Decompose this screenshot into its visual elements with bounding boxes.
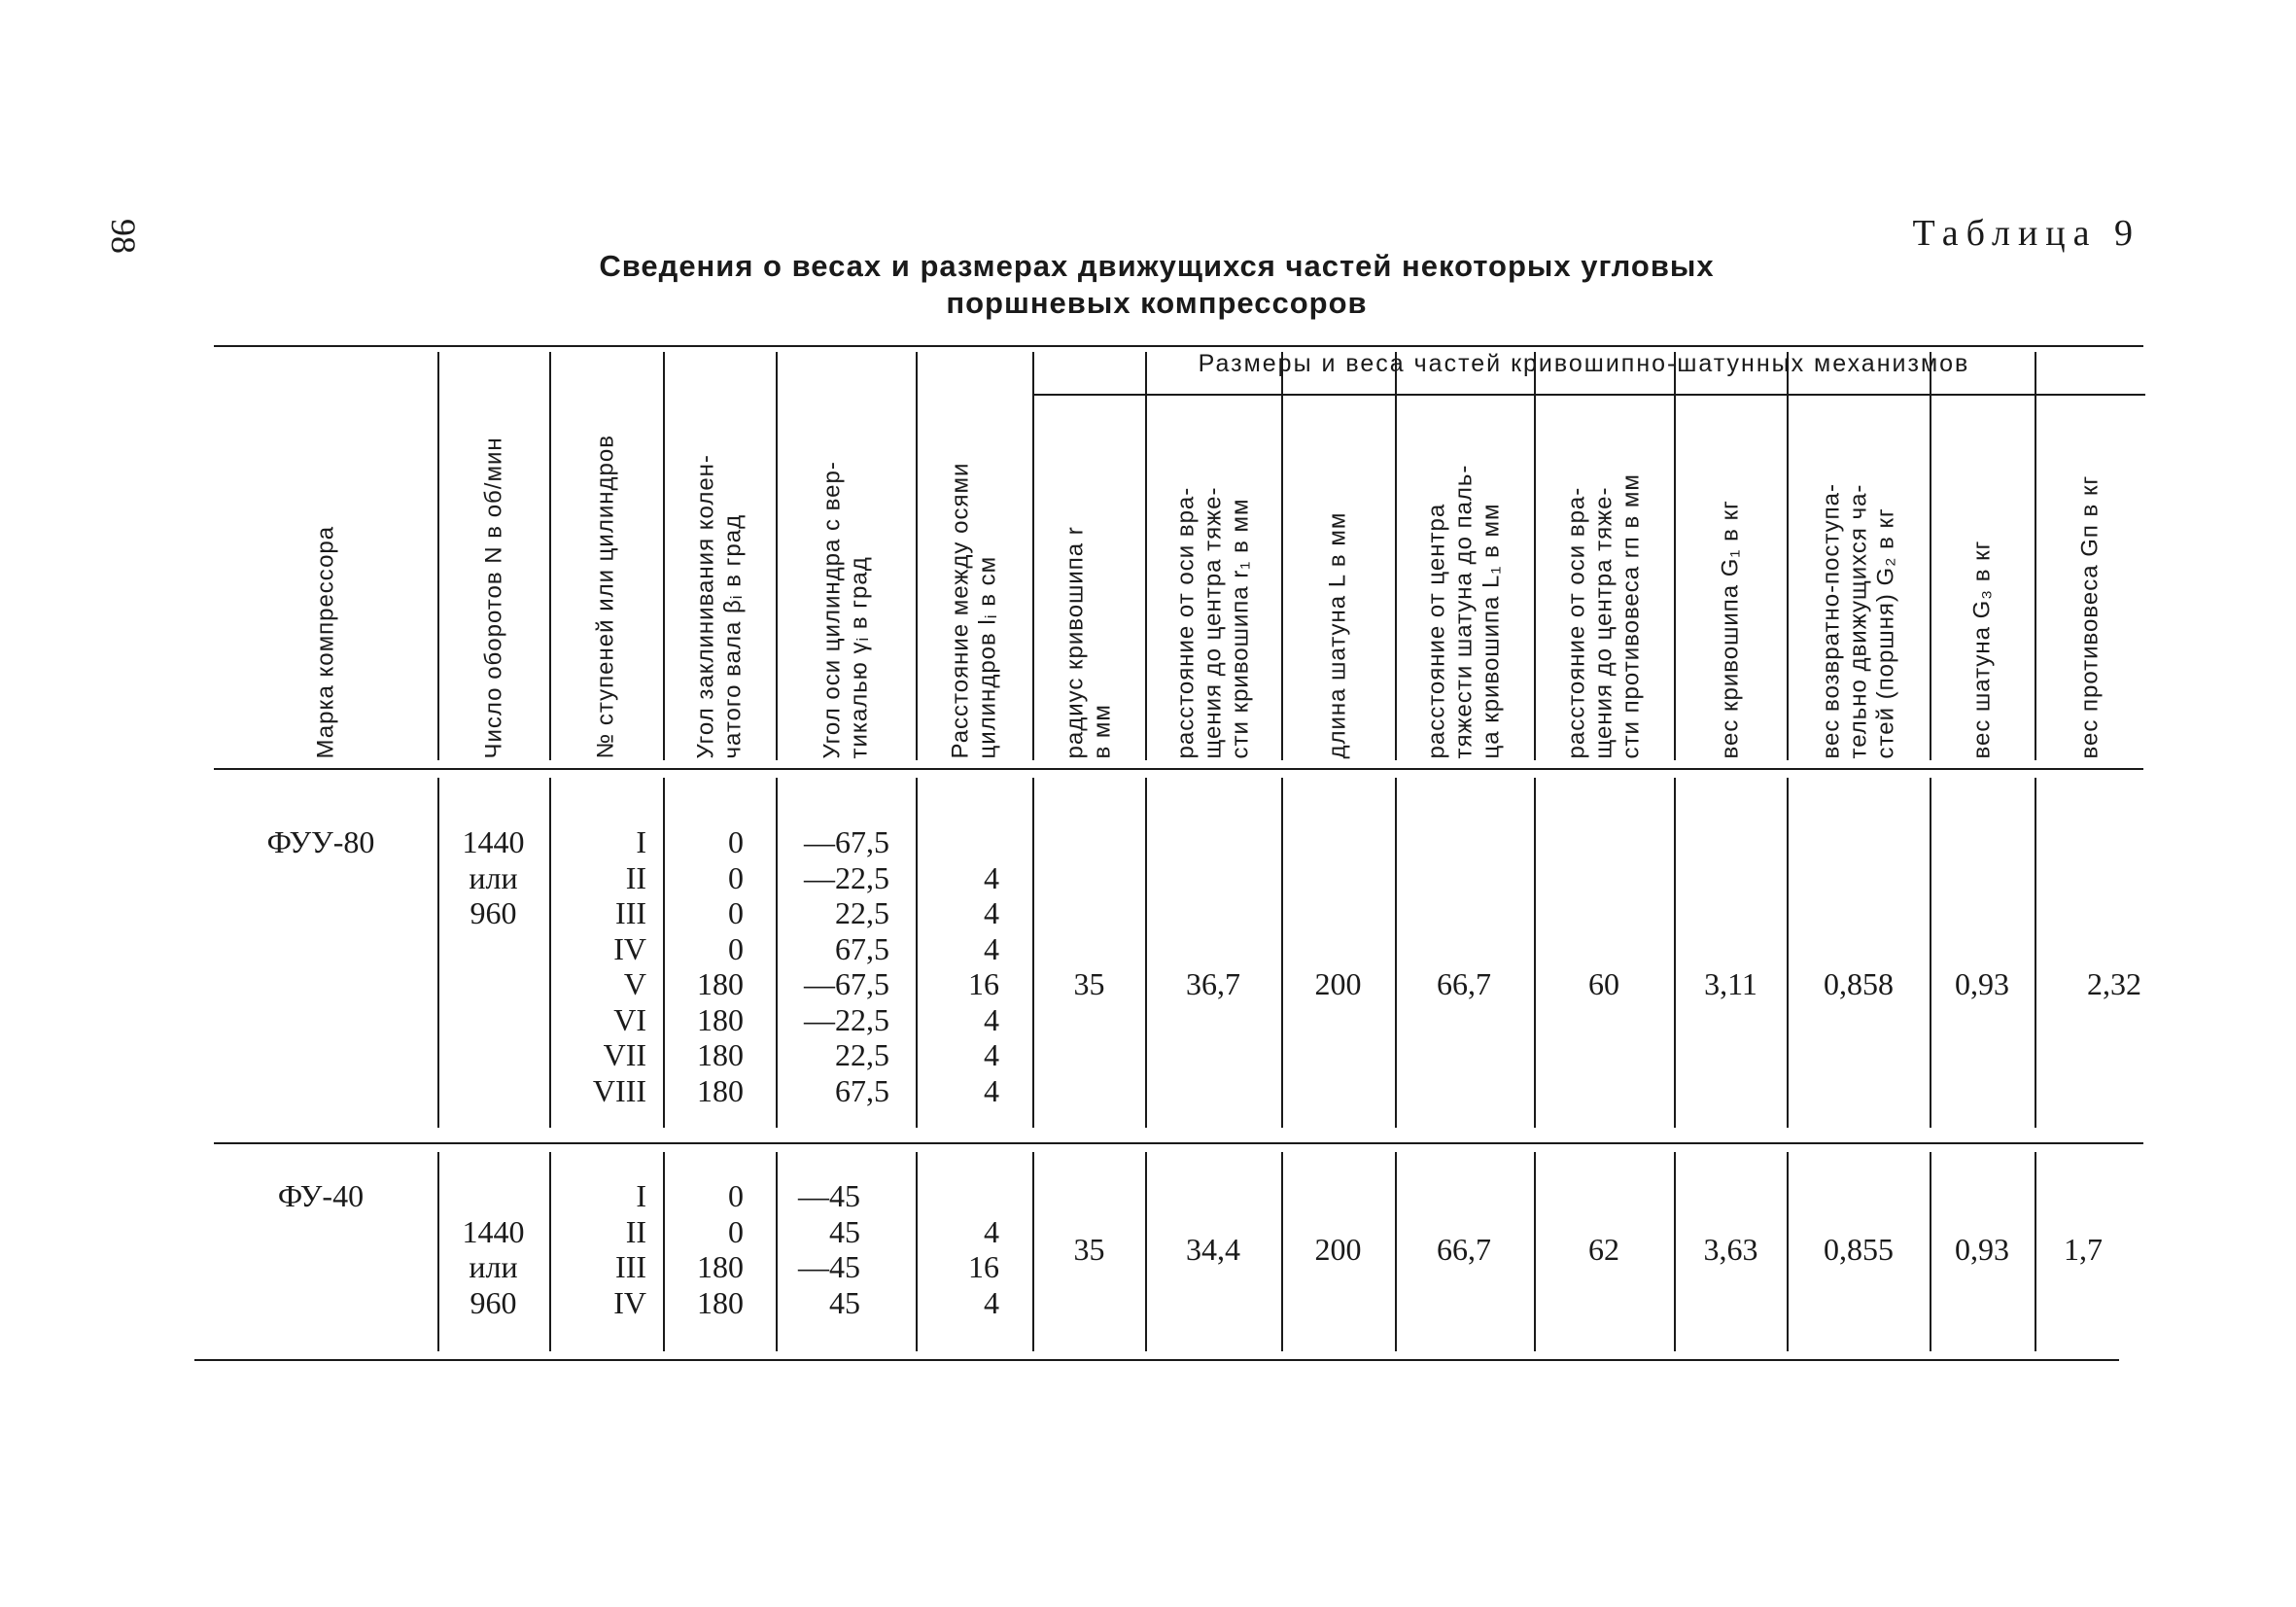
header-cw-cg [1560, 403, 1648, 758]
rod-length-value: 200 [1314, 966, 1362, 1001]
stage-value: III [615, 895, 646, 930]
column-divider [2035, 1152, 2036, 1351]
header-rod-length [1321, 403, 1354, 758]
wedge-angle-value: 180 [697, 1072, 744, 1108]
stage-value: I [636, 1178, 646, 1213]
column-divider [1534, 1152, 1536, 1351]
rod-cg-value: 66,7 [1437, 1231, 1491, 1267]
axis-distance-value: 16 [968, 966, 999, 1001]
header-line: тяжести шатуна до паль- [1450, 464, 1477, 758]
header-crank-cg [1169, 403, 1257, 758]
column-divider [663, 1152, 665, 1351]
header-crank-weight [1714, 403, 1747, 758]
wedge-angle-value: 0 [728, 824, 744, 859]
column-divider [2035, 352, 2036, 760]
header-line: тельно движущихся ча- [1845, 483, 1871, 758]
header-line: расстояние от центра [1423, 503, 1449, 758]
header-rpm [477, 355, 510, 758]
wedge-angle-value: 180 [697, 1249, 744, 1284]
column-divider [1145, 1152, 1147, 1351]
rpm-value: 1440 [462, 1213, 525, 1249]
column-divider [1674, 1152, 1676, 1351]
title-line-2: поршневых компрессоров [946, 286, 1368, 320]
header-line: в мм [1089, 703, 1115, 758]
column-divider [437, 352, 439, 760]
stage-value: I [636, 824, 646, 859]
cw-cg-value: 62 [1588, 1231, 1619, 1267]
axis-distance-value: 4 [984, 895, 999, 930]
header-rod-weight [1966, 403, 1999, 758]
column-divider [1787, 352, 1789, 760]
axis-distance-value: 4 [984, 859, 999, 895]
stage-value: III [615, 1249, 646, 1284]
header-line: Угол заклинивания колен- [692, 453, 718, 758]
header-line: сти противовеса rп в мм [1618, 472, 1644, 758]
header-line: длина шатуна L в мм [1324, 511, 1350, 758]
header-rod-cg [1420, 403, 1508, 758]
top-rule [214, 345, 2143, 347]
header-crank-radius [1059, 403, 1119, 758]
column-divider [1534, 778, 1536, 1128]
model-cell: ФУУ-80 [266, 824, 375, 859]
wedge-angle-value: 180 [697, 1037, 744, 1072]
header-line: Число оборотов N в об/мин [480, 436, 506, 758]
axis-distance-value: 4 [984, 1037, 999, 1072]
column-divider [1930, 778, 1931, 1128]
row-separator [214, 1142, 2143, 1144]
cyl-angle-value: 67,5 [835, 930, 889, 966]
header-line: Марка компрессора [312, 525, 338, 758]
table-title [544, 248, 1769, 322]
wedge-angle-value: 180 [697, 1284, 744, 1320]
column-divider [1930, 352, 1931, 760]
crank-cg-value: 34,4 [1186, 1231, 1240, 1267]
column-divider [437, 778, 439, 1128]
column-divider [1395, 778, 1397, 1128]
cw-weight-value: 2,32 [2087, 966, 2141, 1001]
wedge-angle-value: 0 [728, 930, 744, 966]
column-divider [776, 778, 778, 1128]
rpm-value: или [469, 1249, 518, 1284]
header-line: радиус кривошипа r [1061, 525, 1088, 758]
column-divider [663, 352, 665, 760]
axis-distance-value: 4 [984, 1072, 999, 1108]
header-line: вес возвратно-поступа- [1818, 482, 1844, 758]
axis-distance-value: 4 [984, 930, 999, 966]
column-divider [1674, 778, 1676, 1128]
column-divider [549, 1152, 551, 1351]
wedge-angle-value: 0 [728, 859, 744, 895]
rod-cg-value: 66,7 [1437, 966, 1491, 1001]
wedge-angle-value: 0 [728, 1178, 744, 1213]
column-divider [1534, 352, 1536, 760]
group-rule [1032, 394, 2145, 396]
stage-value: II [625, 859, 646, 895]
column-divider [776, 352, 778, 760]
recip-weight-value: 0,855 [1824, 1231, 1894, 1267]
header-line: № ступеней или цилиндров [592, 434, 618, 758]
header-line: Расстояние между осями [947, 462, 973, 758]
header-line: вес шатуна G₃ в кг [1968, 540, 1995, 758]
wedge-angle-value: 0 [728, 895, 744, 930]
crank-cg-value: 36,7 [1186, 966, 1240, 1001]
header-recip-weight [1815, 403, 1902, 758]
header-stages [589, 355, 622, 758]
rod-length-value: 200 [1314, 1231, 1362, 1267]
crank-weight-value: 3,63 [1703, 1231, 1758, 1267]
model-cell: ФУ-40 [277, 1178, 365, 1213]
column-divider [1395, 352, 1397, 760]
wedge-angle-value: 0 [728, 1213, 744, 1249]
cyl-angle-value: —22,5 [804, 1001, 889, 1037]
header-line: стей (поршня) G₂ в кг [1872, 507, 1898, 758]
column-divider [1787, 1152, 1789, 1351]
column-divider [1145, 352, 1147, 760]
cyl-angle-value: —22,5 [804, 859, 889, 895]
stage-value: VIII [592, 1072, 646, 1108]
column-divider [1145, 778, 1147, 1128]
header-cyl-angle [816, 355, 876, 758]
stage-value: IV [613, 1284, 646, 1320]
axis-distance-value: 4 [984, 1284, 999, 1320]
title-line-1: Сведения о весах и размерах движущихся частей некоторых угловых [599, 249, 1715, 283]
rpm-value: 960 [470, 895, 517, 930]
cw-weight-value: 1,7 [2064, 1231, 2103, 1267]
column-divider [916, 1152, 918, 1351]
column-divider [1032, 352, 1034, 760]
header-line: чатого вала βᵢ в град [719, 513, 746, 758]
stage-value: IV [613, 930, 646, 966]
cyl-angle-value: —67,5 [804, 966, 889, 1001]
column-divider [2035, 778, 2036, 1128]
column-divider [1930, 1152, 1931, 1351]
crank-weight-value: 3,11 [1704, 966, 1757, 1001]
group-header: Размеры и веса частей кривошипно-шатунных механизмов [1198, 350, 1970, 377]
axis-distance-value: 4 [984, 1001, 999, 1037]
column-divider [1395, 1152, 1397, 1351]
column-divider [1787, 778, 1789, 1128]
column-divider [1281, 1152, 1283, 1351]
recip-weight-value: 0,858 [1824, 966, 1894, 1001]
column-divider [549, 778, 551, 1128]
column-divider [437, 1152, 439, 1351]
column-divider [776, 1152, 778, 1351]
bottom-rule [194, 1359, 2119, 1361]
table-label: Таблица 9 [1912, 213, 2140, 254]
header-line: тикалью γᵢ в град [846, 555, 872, 758]
rpm-value: 1440 [462, 824, 525, 859]
header-line: сти кривошипа r₁ в мм [1227, 498, 1253, 758]
header-model [309, 355, 342, 758]
crank-radius-value: 35 [1073, 966, 1105, 1001]
cw-cg-value: 60 [1588, 966, 1619, 1001]
column-divider [916, 778, 918, 1128]
header-axis-distance [944, 355, 1004, 758]
cyl-angle-value: 45 [829, 1284, 860, 1320]
column-divider [916, 352, 918, 760]
header-line: вес кривошипа G₁ в кг [1717, 499, 1743, 758]
header-wedge-angle [689, 355, 749, 758]
header-line: щения до центра тяже- [1590, 486, 1617, 758]
column-divider [1281, 778, 1283, 1128]
crank-radius-value: 35 [1073, 1231, 1105, 1267]
stage-value: V [623, 966, 646, 1001]
header-cw-weight [2073, 403, 2106, 758]
header-line: расстояние от оси вра- [1172, 486, 1199, 758]
header-rule [214, 768, 2143, 770]
page-number: 98 [104, 219, 143, 254]
column-divider [1281, 352, 1283, 760]
column-divider [1032, 1152, 1034, 1351]
cyl-angle-value: —67,5 [804, 824, 889, 859]
header-line: щения до центра тяже- [1200, 486, 1226, 758]
axis-distance-value: 4 [984, 1213, 999, 1249]
rod-weight-value: 0,93 [1955, 966, 2009, 1001]
cyl-angle-value: 22,5 [835, 895, 889, 930]
cyl-angle-value: 45 [829, 1213, 860, 1249]
wedge-angle-value: 180 [697, 1001, 744, 1037]
header-line: Угол оси цилиндра с вер- [818, 460, 845, 758]
header-line: ца кривошипа L₁ в мм [1478, 502, 1504, 758]
cyl-angle-value: 67,5 [835, 1072, 889, 1108]
cyl-angle-value: —45 [798, 1178, 860, 1213]
header-line: вес противовеса Gп в кг [2076, 474, 2103, 758]
cyl-angle-value: —45 [798, 1249, 860, 1284]
rpm-value: 960 [470, 1284, 517, 1320]
axis-distance-value: 16 [968, 1249, 999, 1284]
cyl-angle-value: 22,5 [835, 1037, 889, 1072]
wedge-angle-value: 180 [697, 966, 744, 1001]
column-divider [663, 778, 665, 1128]
stage-value: II [625, 1213, 646, 1249]
rod-weight-value: 0,93 [1955, 1231, 2009, 1267]
header-line: расстояние от оси вра- [1563, 486, 1589, 758]
column-divider [549, 352, 551, 760]
stage-value: VII [603, 1037, 646, 1072]
stage-value: VI [613, 1001, 646, 1037]
column-divider [1032, 778, 1034, 1128]
rpm-value: или [469, 859, 518, 895]
column-divider [1674, 352, 1676, 760]
header-line: цилиндров lᵢ в см [974, 555, 1000, 758]
